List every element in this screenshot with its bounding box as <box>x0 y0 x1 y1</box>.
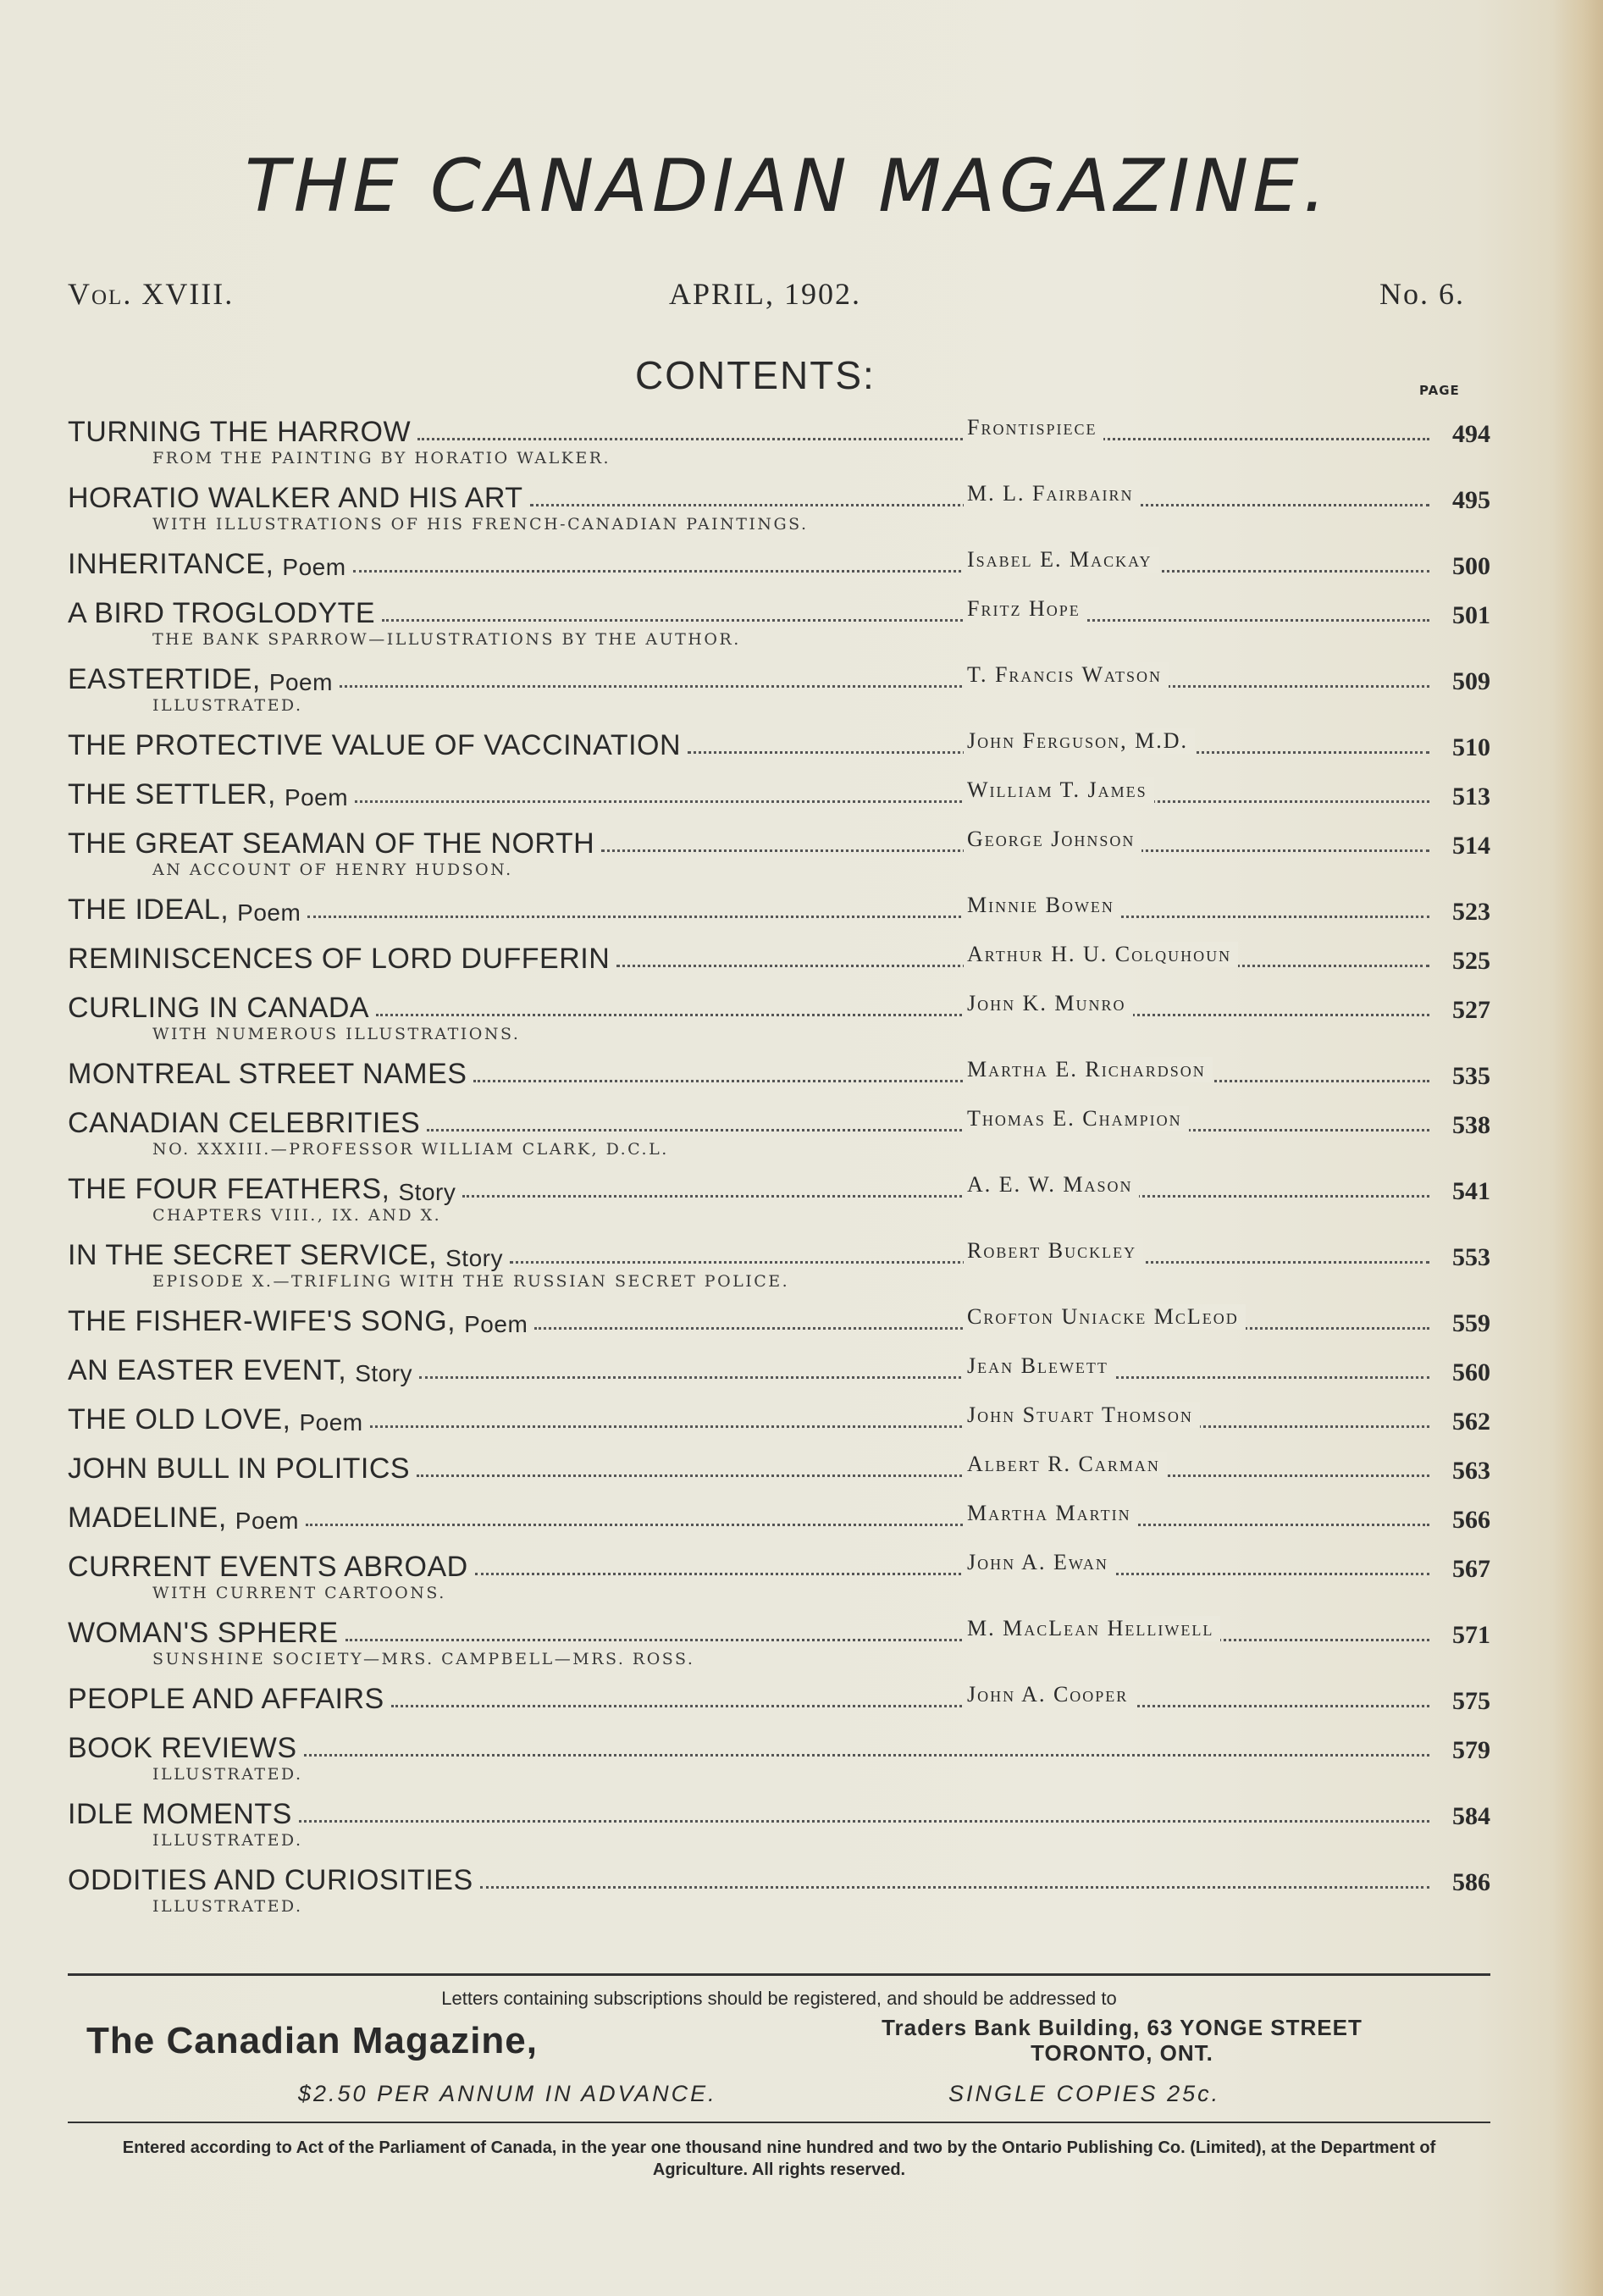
entry-author: Martha Martin <box>964 1501 1138 1526</box>
toc-entry <box>68 1853 1490 1919</box>
entry-page-number: 495 <box>1452 486 1490 514</box>
entry-genre: Poem <box>299 1409 363 1436</box>
page-edge-shading <box>1552 0 1603 2296</box>
entry-subtitle: ILLUSTRATED. <box>152 1897 303 1916</box>
issue-line <box>68 276 1465 318</box>
entry-author: Frontispiece <box>964 415 1103 440</box>
dot-leader <box>299 1820 1429 1823</box>
dot-leader <box>340 685 1429 688</box>
toc-entry <box>68 1343 1490 1392</box>
entry-title: THE GREAT SEAMAN OF THE NORTH <box>68 827 595 860</box>
entry-page-number: 513 <box>1452 783 1490 811</box>
entry-title: THE IDEAL, <box>68 894 229 926</box>
dot-leader <box>376 1014 1429 1016</box>
toc-entry <box>68 718 1490 767</box>
entry-subtitle: AN ACCOUNT OF HENRY HUDSON. <box>152 860 513 879</box>
entry-subtitle: SUNSHINE SOCIETY—MRS. CAMPBELL—MRS. ROSS. <box>152 1650 695 1668</box>
entry-subtitle: CHAPTERS VIII., IX. AND X. <box>152 1206 442 1225</box>
entry-author: Martha E. Richardson <box>964 1057 1213 1082</box>
toc-entry-line <box>68 1096 1490 1140</box>
entry-title: THE FOUR FEATHERS, <box>68 1173 390 1205</box>
entry-title: HORATIO WALKER AND HIS ART <box>68 482 523 514</box>
masthead-title: THE CANADIAN MAGAZINE. <box>245 144 1330 229</box>
dot-leader <box>473 1080 1429 1082</box>
page-column-heading: PAGE <box>1419 383 1460 398</box>
entry-author: Robert Buckley <box>964 1238 1143 1264</box>
entry-title: ODDITIES AND CURIOSITIES <box>68 1864 473 1896</box>
entry-author: John A. Ewan <box>964 1550 1115 1575</box>
entry-subtitle: ILLUSTRATED. <box>152 1765 303 1784</box>
dot-leader <box>417 438 1429 440</box>
entry-author: Arthur H. U. Colquhoun <box>964 942 1238 967</box>
volume-label: Vol. XVIII. <box>68 277 235 311</box>
entry-title: WOMAN'S SPHERE <box>68 1617 339 1649</box>
toc-entry <box>68 1787 1490 1853</box>
issue-number: No. 6. <box>1379 277 1465 311</box>
entry-genre: Poem <box>282 554 346 580</box>
toc-entry <box>68 1162 1490 1228</box>
entry-author: Thomas E. Champion <box>964 1106 1189 1131</box>
publisher-block <box>68 2015 1490 2076</box>
toc-entry-line <box>68 1540 1490 1584</box>
entry-page-number: 560 <box>1452 1358 1490 1386</box>
address-line-1: Traders Bank Building, 63 YONGE STREET <box>882 2015 1363 2040</box>
toc-entry-line <box>68 1162 1490 1206</box>
entry-page-number: 567 <box>1452 1555 1490 1583</box>
entry-genre: Story <box>355 1360 413 1386</box>
dot-leader <box>304 1754 1430 1757</box>
toc-entry-line <box>68 1343 1490 1387</box>
entry-subtitle: WITH CURRENT CARTOONS. <box>152 1584 446 1602</box>
entry-page-number: 494 <box>1452 420 1490 448</box>
toc-entry <box>68 586 1490 652</box>
entry-title: THE PROTECTIVE VALUE OF VACCINATION <box>68 729 682 761</box>
entry-page-number: 527 <box>1452 996 1490 1024</box>
dot-leader <box>353 570 1429 573</box>
entry-genre: Poem <box>268 669 333 695</box>
entry-genre: Story <box>445 1245 503 1271</box>
entry-title: THE SETTLER, <box>68 778 276 811</box>
dot-leader <box>480 1886 1429 1889</box>
entry-page-number: 563 <box>1452 1457 1490 1485</box>
entry-author: M. MacLean Helliwell <box>964 1616 1220 1641</box>
entry-author: John K. Munro <box>964 991 1133 1016</box>
toc-entry <box>68 1606 1490 1672</box>
footer-top-rule <box>68 1973 1490 1976</box>
entry-title: IN THE SECRET SERVICE, <box>68 1239 438 1271</box>
toc-entry-line <box>68 1606 1490 1650</box>
toc-entry-line <box>68 1787 1490 1831</box>
entry-genre: Poem <box>464 1311 528 1337</box>
entry-author: A. E. W. Mason <box>964 1172 1139 1198</box>
dot-leader <box>419 1376 1429 1379</box>
toc-entry-line <box>68 586 1490 630</box>
toc-entry <box>68 981 1490 1047</box>
toc-entry-line <box>68 718 1490 762</box>
entry-title: JOHN BULL IN POLITICS <box>68 1452 411 1485</box>
entry-page-number: 525 <box>1452 947 1490 975</box>
entry-subtitle: WITH ILLUSTRATIONS OF HIS FRENCH-CANADIAN PAINTINGS. <box>152 515 809 534</box>
entry-genre: Poem <box>235 1508 299 1534</box>
entry-page-number: 538 <box>1452 1111 1490 1139</box>
entry-page-number: 509 <box>1452 667 1490 695</box>
dot-leader <box>306 1524 1429 1526</box>
entry-page-number: 579 <box>1452 1736 1490 1764</box>
toc-entry <box>68 1047 1490 1096</box>
entry-title: IDLE MOMENTS <box>68 1798 292 1830</box>
toc-entry-line <box>68 882 1490 927</box>
entry-page-number: 586 <box>1452 1868 1490 1896</box>
dot-leader <box>370 1425 1429 1428</box>
toc-entry-line <box>68 405 1490 449</box>
entry-title: A BIRD TROGLODYTE <box>68 597 376 629</box>
entry-genre: Poem <box>284 784 349 811</box>
entry-author: John Stuart Thomson <box>964 1402 1200 1428</box>
entry-author: William T. James <box>964 777 1154 803</box>
toc-entry <box>68 1441 1490 1491</box>
entry-page-number: 514 <box>1452 832 1490 860</box>
contents-heading: CONTENTS: <box>635 353 876 397</box>
toc-entry <box>68 1672 1490 1721</box>
single-copy-price: SINGLE COPIES 25c. <box>948 2081 1221 2106</box>
toc-entry-line <box>68 1672 1490 1716</box>
toc-entry-line <box>68 471 1490 515</box>
footer <box>68 1973 1490 2181</box>
entry-subtitle: ILLUSTRATED. <box>152 1831 303 1850</box>
price-line <box>68 2076 1490 2115</box>
dot-leader <box>427 1129 1429 1131</box>
entry-page-number: 571 <box>1452 1621 1490 1649</box>
entry-page-number: 500 <box>1452 552 1490 580</box>
entry-title: THE OLD LOVE, <box>68 1403 291 1436</box>
toc-entry-line <box>68 1441 1490 1485</box>
subscription-notice: Letters containing subscriptions should be registered, and should be addressed to <box>441 1988 1117 2009</box>
toc-entry <box>68 1540 1490 1606</box>
entry-title: THE FISHER-WIFE'S SONG, <box>68 1305 456 1337</box>
toc-entry <box>68 1491 1490 1540</box>
toc-entry <box>68 882 1490 932</box>
entry-page-number: 575 <box>1452 1687 1490 1715</box>
entry-author: George Johnson <box>964 827 1141 852</box>
address-line-2: TORONTO, ONT. <box>1031 2040 1213 2066</box>
issue-date: APRIL, 1902. <box>669 277 862 311</box>
entry-page-number: 501 <box>1452 601 1490 629</box>
entry-title: INHERITANCE, <box>68 548 274 580</box>
entry-author: Albert R. Carman <box>964 1452 1167 1477</box>
entry-title: REMINISCENCES OF LORD DUFFERIN <box>68 943 611 975</box>
entry-genre: Poem <box>237 899 301 926</box>
footer-bottom-rule <box>68 2122 1490 2123</box>
entry-title: MONTREAL STREET NAMES <box>68 1058 467 1090</box>
entry-title: PEOPLE AND AFFAIRS <box>68 1683 384 1715</box>
toc-entry-line <box>68 1228 1490 1272</box>
toc-entry <box>68 1228 1490 1294</box>
entry-author: John Ferguson, M.D. <box>964 728 1195 754</box>
toc-entry-line <box>68 1047 1490 1091</box>
toc-entry-line <box>68 1392 1490 1436</box>
annual-price: $2.50 PER ANNUM IN ADVANCE. <box>298 2081 717 2106</box>
entry-page-number: 584 <box>1452 1802 1490 1830</box>
toc-entry <box>68 932 1490 981</box>
toc-entry-line <box>68 1294 1490 1338</box>
entry-page-number: 553 <box>1452 1243 1490 1271</box>
toc-entry-line <box>68 652 1490 696</box>
entry-subtitle: ILLUSTRATED. <box>152 696 303 715</box>
toc-entry <box>68 1721 1490 1787</box>
toc-entry-line <box>68 932 1490 976</box>
entry-title: MADELINE, <box>68 1502 227 1534</box>
entry-title: CURLING IN CANADA <box>68 992 370 1024</box>
entry-page-number: 523 <box>1452 898 1490 926</box>
dot-leader <box>382 619 1429 622</box>
dot-leader <box>462 1195 1429 1198</box>
toc-entry-line <box>68 537 1490 581</box>
dot-leader <box>391 1705 1429 1707</box>
entry-page-number: 541 <box>1452 1177 1490 1205</box>
entry-subtitle: NO. XXXIII.—PROFESSOR WILLIAM CLARK, D.C.L. <box>152 1140 669 1159</box>
entry-author: Isabel E. Mackay <box>964 547 1159 573</box>
toc-entry-line <box>68 767 1490 811</box>
publisher-name: The Canadian Magazine, <box>86 2020 538 2061</box>
toc-entry-line <box>68 816 1490 860</box>
entry-author: Minnie Bowen <box>964 893 1121 918</box>
dot-leader <box>475 1573 1429 1575</box>
entry-page-number: 510 <box>1452 733 1490 761</box>
toc-entry <box>68 1294 1490 1343</box>
entry-subtitle: FROM THE PAINTING BY HORATIO WALKER. <box>152 449 611 467</box>
entry-title: TURNING THE HARROW <box>68 416 412 448</box>
publisher-address <box>754 2015 1490 2066</box>
entry-author: Jean Blewett <box>964 1353 1115 1379</box>
toc-entry-line <box>68 981 1490 1025</box>
entry-subtitle: THE BANK SPARROW—ILLUSTRATIONS BY THE AUTHOR. <box>152 630 741 649</box>
toc-entry <box>68 405 1490 471</box>
entry-author: John A. Cooper <box>964 1682 1135 1707</box>
copyright-notice: Entered according to Act of the Parliament of Canada, in the year one thousand nine hundred and two by the Ontario Publishing Co. (Limited), at the Department of Agriculture. All rights reserved. <box>122 2138 1436 2179</box>
entry-title: CURRENT EVENTS ABROAD <box>68 1551 468 1583</box>
table-of-contents <box>68 405 1490 1919</box>
toc-entry <box>68 1096 1490 1162</box>
entry-page-number: 535 <box>1452 1062 1490 1090</box>
toc-entry-line <box>68 1491 1490 1535</box>
entry-title: EASTERTIDE, <box>68 663 261 695</box>
entry-genre: Story <box>398 1179 456 1205</box>
entry-title: BOOK REVIEWS <box>68 1732 297 1764</box>
entry-title: CANADIAN CELEBRITIES <box>68 1107 421 1139</box>
entry-page-number: 559 <box>1452 1309 1490 1337</box>
toc-entry <box>68 471 1490 537</box>
entry-subtitle: EPISODE X.—TRIFLING WITH THE RUSSIAN SECRET POLICE. <box>152 1272 790 1291</box>
entry-page-number: 562 <box>1452 1408 1490 1436</box>
entry-author: Crofton Uniacke McLeod <box>964 1304 1246 1330</box>
toc-entry-line <box>68 1853 1490 1897</box>
toc-entry <box>68 767 1490 816</box>
entry-subtitle: WITH NUMEROUS ILLUSTRATIONS. <box>152 1025 521 1043</box>
entry-author: T. Francis Watson <box>964 662 1169 688</box>
dot-leader <box>355 800 1429 803</box>
dot-leader <box>307 916 1429 918</box>
dot-leader <box>345 1639 1429 1641</box>
toc-entry <box>68 1392 1490 1441</box>
toc-entry-line <box>68 1721 1490 1765</box>
dot-leader <box>417 1474 1429 1477</box>
entry-title: AN EASTER EVENT, <box>68 1354 347 1386</box>
toc-entry <box>68 816 1490 882</box>
entry-page-number: 566 <box>1452 1506 1490 1534</box>
toc-entry <box>68 652 1490 718</box>
entry-author: Fritz Hope <box>964 596 1087 622</box>
toc-entry <box>68 537 1490 586</box>
entry-author: M. L. Fairbairn <box>964 481 1140 506</box>
